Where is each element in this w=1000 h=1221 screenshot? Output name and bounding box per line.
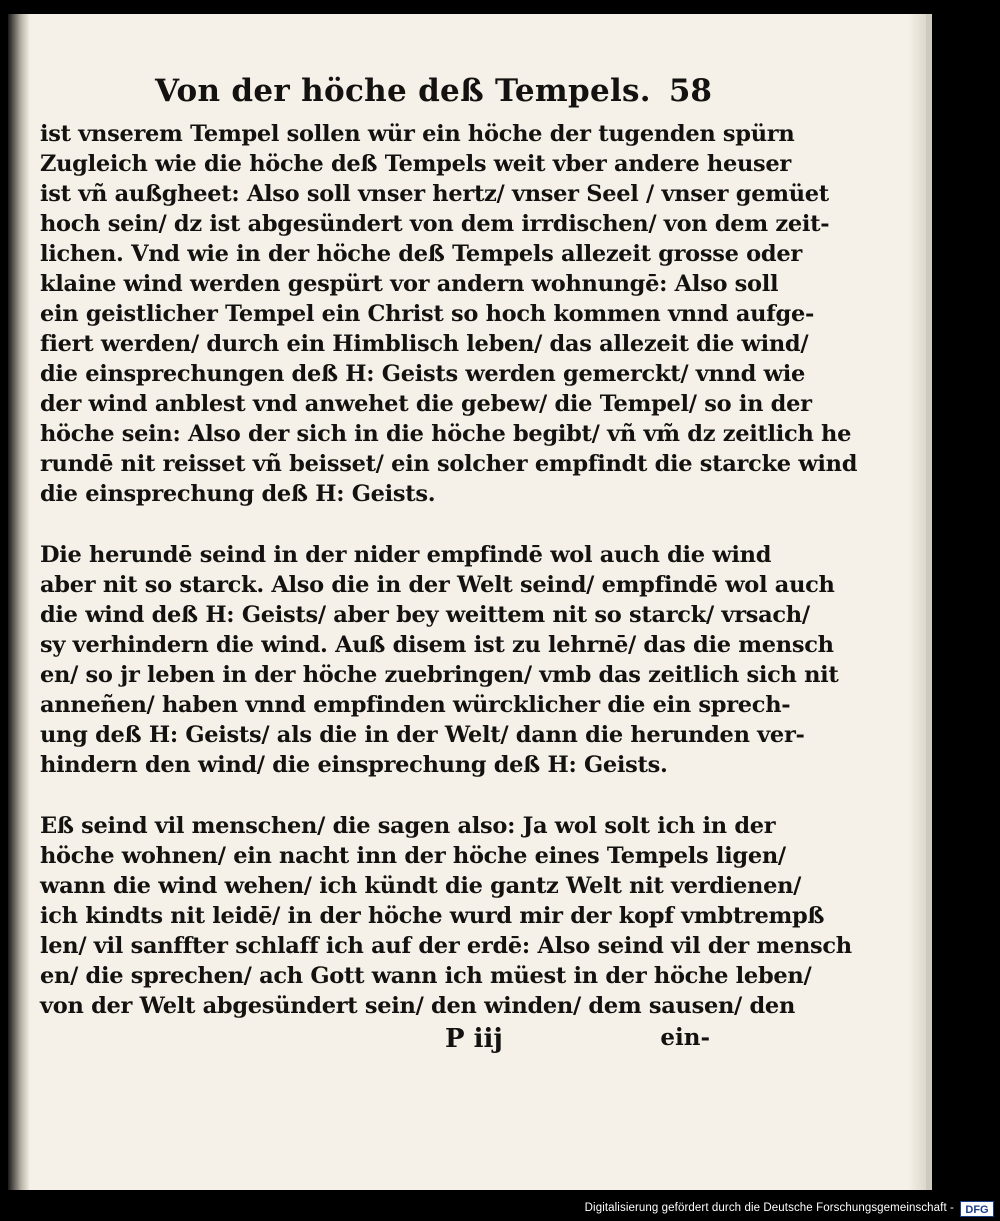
- paragraph-1: [40, 119, 858, 509]
- text-line: von der Welt abgesündert sein/ den winden/ dem sausen/ den: [40, 993, 796, 1019]
- text-line: klaine wind werden gespürt vor andern wohnungē: Also soll: [40, 271, 779, 297]
- text-line: der wind anblest vnd anwehet die gebew/ die Tempel/ so in der: [40, 391, 812, 417]
- text-line: höche sein: Also der sich in die höche begibt/ vñ vm̃ dz zeitlich he: [40, 421, 852, 447]
- text-line: Die herundē seind in der nider empfindē wol auch die wind: [40, 542, 772, 568]
- dfg-logo: DFG: [960, 1201, 994, 1217]
- text-line: en/ die sprechen/ ach Gott wann ich müest in der höche leben/: [40, 963, 812, 989]
- book-page: [8, 14, 932, 1190]
- text-line: rundē nit reisset vñ beisset/ ein solcher empfindt die starcke wind: [40, 451, 858, 477]
- page-header: [40, 69, 710, 119]
- running-title: Von der höche deß Tempels.: [155, 73, 651, 109]
- text-line: lichen. Vnd wie in der höche deß Tempels allezeit grosse oder: [40, 241, 802, 267]
- funding-bar: [0, 1199, 1000, 1221]
- signature-mark: P iij: [445, 1024, 503, 1054]
- text-line: anneñen/ haben vnnd empfinden würcklicher die ein sprech-: [40, 692, 791, 718]
- text-block: [40, 69, 858, 1061]
- text-line: ist vnserem Tempel sollen wür ein höche der tugenden spürn: [40, 121, 795, 147]
- text-line: die wind deß H: Geists/ aber bey weittem nit so starck/ vrsach/: [40, 602, 810, 628]
- text-line: wann die wind wehen/ ich kündt die gantz Welt nit verdienen/: [40, 873, 802, 899]
- text-line: ich kindts nit leidē/ in der höche wurd mir der kopf vmbtrempß: [40, 903, 825, 929]
- text-line: Zugleich wie die höche deß Tempels weit vber andere heuser: [40, 151, 791, 177]
- page-footer: [40, 1021, 710, 1061]
- gutter-shadow: [8, 14, 30, 1190]
- text-line: len/ vil sanffter schlaff ich auf der erdē: Also seind vil der mensch: [40, 933, 852, 959]
- paragraph-gap: [40, 509, 710, 540]
- catchword: ein-: [660, 1024, 710, 1051]
- text-line: aber nit so starck. Also die in der Welt seind/ empfindē wol auch: [40, 572, 835, 598]
- text-line: ist vñ außgheet: Also soll vnser hertz/ vnser Seel / vnser gemüet: [40, 181, 829, 207]
- text-line: hoch sein/ dz ist abgesündert von dem irrdischen/ von dem zeit-: [40, 211, 830, 237]
- text-line: en/ so jr leben in der höche zuebringen/ vmb das zeitlich sich nit: [40, 662, 839, 688]
- text-line: Eß seind vil menschen/ die sagen also: Ja wol solt ich in der: [40, 813, 776, 839]
- text-line: höche wohnen/ ein nacht inn der höche eines Tempels ligen/: [40, 843, 786, 869]
- paragraph-2: [40, 540, 839, 780]
- funding-note: Digitalisierung gefördert durch die Deutsche Forschungsgemeinschaft -: [584, 1202, 954, 1214]
- paragraph-3: [40, 811, 852, 1021]
- text-line: die einsprechungen deß H: Geists werden gemerckt/ vnnd wie: [40, 361, 805, 387]
- text-line: ung deß H: Geists/ als die in der Welt/ dann die herunden ver-: [40, 722, 805, 748]
- text-line: hindern den wind/ die einsprechung deß H: Geists.: [40, 752, 668, 778]
- text-line: fiert werden/ durch ein Himblisch leben/ das allezeit die wind/: [40, 331, 809, 357]
- text-line: ein geistlicher Tempel ein Christ so hoch kommen vnnd aufge-: [40, 301, 815, 327]
- paragraph-gap: [40, 780, 710, 811]
- page-edge: [908, 14, 926, 1190]
- text-line: die einsprechung deß H: Geists.: [40, 481, 436, 507]
- text-line: sy verhindern die wind. Auß disem ist zu lehrnē/ das die mensch: [40, 632, 834, 658]
- page-number: 58: [668, 73, 712, 109]
